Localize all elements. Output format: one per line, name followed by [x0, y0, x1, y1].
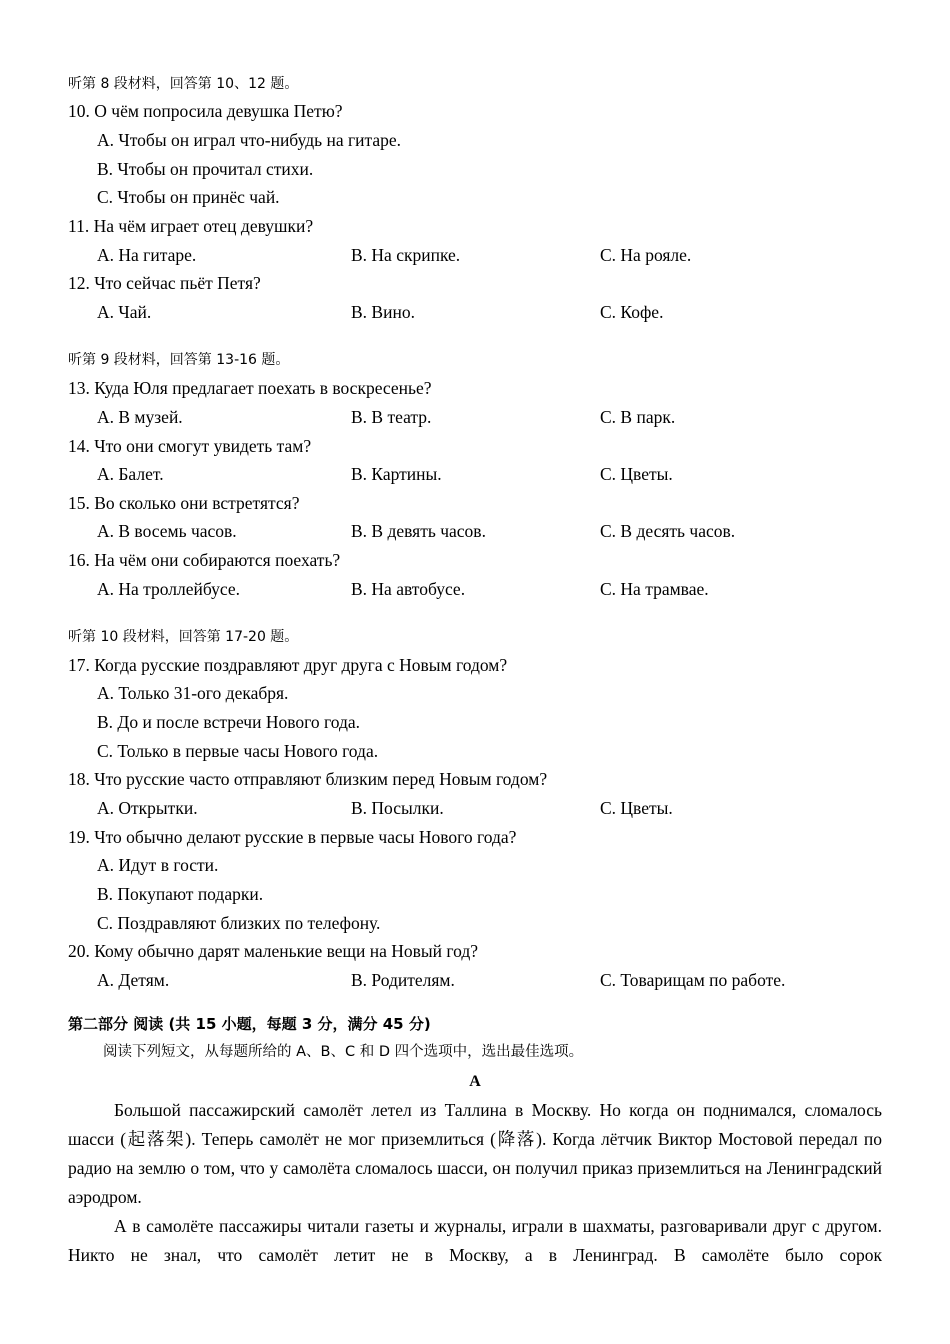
reading-instruction: 阅读下列短文，从每题所给的 A、B、C 和 D 四个选项中，选出最佳选项。 — [103, 1044, 584, 1060]
question-14: 14. Что они смогут увидеть там? — [68, 436, 312, 456]
q18-option-b: B. Посылки. — [351, 798, 444, 818]
q11-option-b: B. На скрипке. — [351, 245, 461, 265]
q16-option-b: B. На автобусе. — [351, 579, 466, 599]
q13-option-b: B. В театр. — [351, 407, 432, 427]
question-12: 12. Что сейчас пьёт Петя? — [68, 273, 261, 293]
q12-option-a: A. Чай. — [97, 302, 152, 322]
question-20: 20. Кому обычно дарят маленькие вещи на Новый год? — [68, 941, 479, 961]
q16-option-c: C. На трамвае. — [600, 579, 709, 599]
q17-option-b: B. До и после встречи Нового года. — [97, 712, 361, 732]
q17-option-c: C. Только в первые часы Нового года. — [97, 741, 379, 761]
q14-option-a: A. Балет. — [97, 464, 164, 484]
q20-option-c: C. Товарищам по работе. — [600, 970, 786, 990]
passage-paragraph-2: А в самолёте пассажиры читали газеты и журналы, играли в шахматы, разговаривали друг с другом. Никто не знал, что самолёт летит не в Москву, а в Ленинград. В самолёте было сорок — [68, 1216, 882, 1265]
q19-option-b: B. Покупают подарки. — [97, 884, 264, 904]
q10-option-b: B. Чтобы он прочитал стихи. — [97, 159, 314, 179]
section-header-8: 听第 8 段材料，回答第 10、12 题。 — [68, 76, 299, 92]
question-15: 15. Во сколько они встретятся? — [68, 493, 300, 513]
q14-option-b: B. Картины. — [351, 464, 442, 484]
q11-option-c: C. На рояле. — [600, 245, 692, 265]
question-18: 18. Что русские часто отправляют близким перед Новым годом? — [68, 769, 548, 789]
q10-option-c: C. Чтобы он принёс чай. — [97, 187, 280, 207]
q19-option-c: C. Поздравляют близких по телефону. — [97, 913, 381, 933]
q10-option-a: A. Чтобы он играл что-нибудь на гитаре. — [97, 130, 402, 150]
question-13: 13. Куда Юля предлагает поехать в воскресенье? — [68, 378, 432, 398]
question-16: 16. На чём они собираются поехать? — [68, 550, 341, 570]
q16-option-a: A. На троллейбусе. — [97, 579, 241, 599]
q18-option-a: A. Открытки. — [97, 798, 198, 818]
passage-label: A — [469, 1073, 481, 1090]
q17-option-a: A. Только 31-ого декабря. — [97, 683, 289, 703]
section-header-10: 听第 10 段材料，回答第 17-20 题。 — [68, 629, 299, 645]
question-19: 19. Что обычно делают русские в первые часы Нового года? — [68, 827, 517, 847]
part-two-title: 第二部分 阅读 (共 15 小题，每题 3 分，满分 45 分) — [68, 1015, 431, 1033]
q13-option-a: A. В музей. — [97, 407, 183, 427]
q11-option-a: A. На гитаре. — [97, 245, 197, 265]
q20-option-a: A. Детям. — [97, 970, 170, 990]
q14-option-c: C. Цветы. — [600, 464, 673, 484]
q15-option-a: A. В восемь часов. — [97, 521, 237, 541]
passage-paragraph-1: Большой пассажирский самолёт летел из Таллина в Москву. Но когда он поднимался, сломалось шасси (起落架). Теперь самолёт не мог приземлиться (降落). Когда лётчик Виктор Мостовой передал по радио на землю о том, что у самолёта сломалось шасси, он получил приказ приземлиться на Ленинградский аэродром. — [68, 1100, 882, 1207]
q13-option-c: C. В парк. — [600, 407, 676, 427]
question-11: 11. На чём играет отец девушки? — [68, 216, 314, 236]
q15-option-b: B. В девять часов. — [351, 521, 486, 541]
q18-option-c: C. Цветы. — [600, 798, 673, 818]
section-header-9: 听第 9 段材料，回答第 13-16 题。 — [68, 352, 290, 368]
question-17: 17. Когда русские поздравляют друг друга с Новым годом? — [68, 655, 508, 675]
q19-option-a: A. Идут в гости. — [97, 855, 219, 875]
q12-option-b: B. Вино. — [351, 302, 415, 322]
q20-option-b: B. Родителям. — [351, 970, 455, 990]
q12-option-c: C. Кофе. — [600, 302, 664, 322]
question-10: 10. О чём попросила девушка Петю? — [68, 101, 343, 121]
q15-option-c: C. В десять часов. — [600, 521, 736, 541]
